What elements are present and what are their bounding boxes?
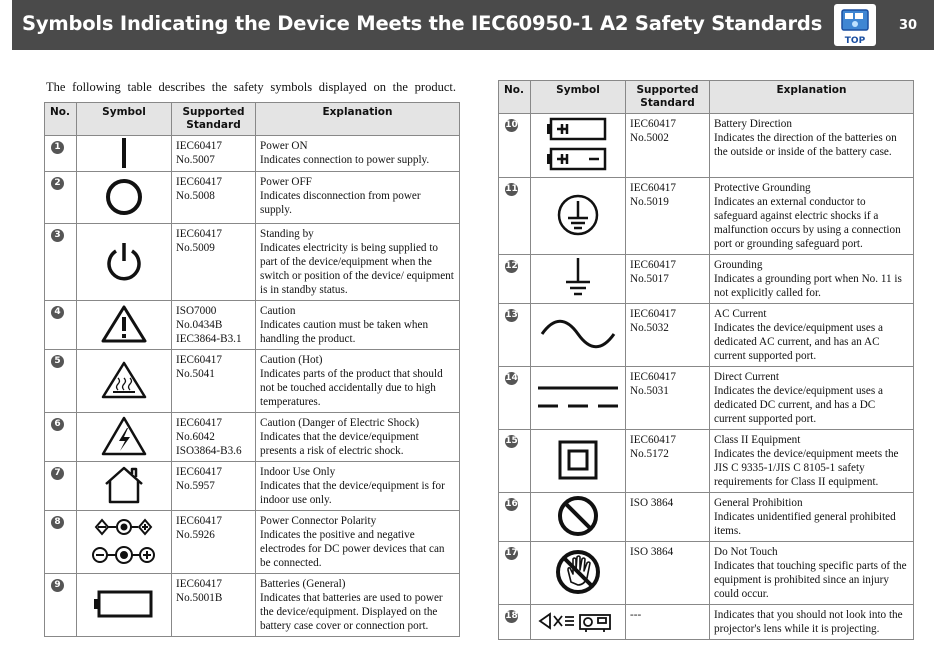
explanation-text: Indicates that batteries are used to power the device/equipment. Displayed on the battery case cover or connection port. [260, 592, 443, 632]
table-row [499, 605, 914, 640]
standard-cell [626, 430, 710, 493]
row-number-badge: 1 [51, 141, 64, 154]
explanation-cell [710, 542, 914, 605]
explanation-title: Indoor Use Only [260, 466, 336, 478]
explanation-title: Standing by [260, 228, 314, 240]
standard-cell [172, 462, 256, 511]
col-explanation-header: Explanation [710, 81, 914, 114]
standard-line: No.6042 [176, 431, 215, 443]
symbol-cell [531, 493, 626, 542]
explanation-text: Indicates disconnection from power supply. [260, 190, 421, 216]
symbol-cell [531, 542, 626, 605]
explanation-text: Indicates the direction of the batteries on the outside or inside of the battery case. [714, 132, 897, 158]
row-number [499, 114, 531, 178]
table-row [45, 172, 460, 224]
row-number-badge: 15 [505, 436, 518, 446]
standard-line: IEC3864-B3.1 [176, 333, 242, 345]
standard-cell [172, 413, 256, 462]
row-number-badge: 13 [505, 310, 518, 320]
explanation-cell [710, 178, 914, 255]
table-header-row [499, 81, 914, 114]
protective-ground-icon [531, 178, 625, 252]
standard-line: IEC60417 [630, 118, 676, 130]
row-number [499, 605, 531, 640]
indoor-use-icon [77, 462, 171, 508]
standard-line: No.5041 [176, 368, 215, 380]
explanation-cell [256, 301, 460, 350]
caution-icon [77, 301, 171, 347]
explanation-cell [710, 367, 914, 430]
explanation-title: Battery Direction [714, 118, 792, 130]
table-row [45, 136, 460, 172]
explanation-text: Indicates that the device/equipment presents a risk of electric shock. [260, 431, 419, 457]
page-title: Symbols Indicating the Device Meets the IEC60950-1 A2 Safety Standards [22, 12, 823, 35]
standard-line: No.5009 [176, 242, 215, 254]
standard-cell [172, 224, 256, 301]
standard-line: ISO 3864 [630, 497, 674, 509]
explanation-text: Indicates the device/equipment meets the JIS C 9335-1/JIS C 8105-1 safety requirements for Class II equipment. [714, 448, 899, 488]
row-number [45, 350, 77, 413]
row-number-badge: 7 [51, 467, 64, 480]
standard-line: No.5001B [176, 592, 223, 604]
hot-surface-icon [77, 350, 171, 410]
col-standard-header: Supported Standard [172, 103, 256, 136]
explanation-text: Indicates the device/equipment uses a dedicated AC current, and has an AC current supported port. [714, 322, 883, 362]
row-number-badge: 18 [505, 611, 518, 621]
standard-line: ISO3864-B3.6 [176, 445, 242, 457]
standard-line: IEC60417 [630, 434, 676, 446]
explanation-cell [710, 430, 914, 493]
explanation-text: Indicates that you should not look into the projector's lens while it is projecting. [714, 609, 903, 635]
standard-line: IEC60417 [176, 578, 222, 590]
col-no-header: No. [499, 81, 531, 114]
standard-cell [626, 255, 710, 304]
table-row [499, 430, 914, 493]
col-symbol-header: Symbol [77, 103, 172, 136]
symbol-cell [531, 114, 626, 178]
explanation-text: Indicates electricity is being supplied to part of the device/equipment when the switch or position of the device/ equipment is in standby status. [260, 242, 454, 296]
table-row [45, 224, 460, 301]
row-number-badge: 2 [51, 177, 64, 190]
row-number-badge: 12 [505, 261, 518, 271]
symbol-cell [531, 304, 626, 367]
explanation-text: Indicates that touching specific parts of the equipment is prohibited since an injury could occur. [714, 560, 907, 600]
symbol-cell [77, 413, 172, 462]
standard-line: No.5957 [176, 480, 215, 492]
explanation-cell [256, 136, 460, 172]
table-row [499, 304, 914, 367]
standard-cell [172, 301, 256, 350]
explanation-title: Do Not Touch [714, 546, 778, 558]
standby-icon [77, 224, 171, 298]
standard-line: IEC60417 [630, 371, 676, 383]
do-not-look-icon [531, 605, 625, 637]
class-two-icon [531, 430, 625, 490]
explanation-title: Caution (Hot) [260, 354, 323, 366]
row-number [45, 172, 77, 224]
explanation-cell [710, 605, 914, 640]
table-row [499, 114, 914, 178]
standard-line: No.5031 [630, 385, 669, 397]
explanation-title: Grounding [714, 259, 763, 271]
explanation-cell [256, 574, 460, 637]
standard-line: ISO7000 [176, 305, 217, 317]
explanation-cell [710, 255, 914, 304]
projector-icon [836, 6, 874, 34]
row-number [499, 367, 531, 430]
row-number [499, 542, 531, 605]
row-number-badge: 17 [505, 548, 518, 558]
standard-line: IEC60417 [630, 259, 676, 271]
symbol-cell [77, 462, 172, 511]
row-number-badge: 11 [505, 184, 518, 194]
standard-cell [172, 511, 256, 574]
explanation-title: Class II Equipment [714, 434, 801, 446]
top-button[interactable] [834, 4, 876, 46]
table-row [499, 178, 914, 255]
battery-icon [77, 574, 171, 634]
row-number [499, 255, 531, 304]
row-number [499, 493, 531, 542]
standard-line: No.5007 [176, 154, 215, 166]
col-symbol-header: Symbol [531, 81, 626, 114]
symbol-cell [77, 172, 172, 224]
standard-line: No.5017 [630, 273, 669, 285]
row-number [499, 430, 531, 493]
standard-line: IEC60417 [176, 140, 222, 152]
table-row [45, 574, 460, 637]
explanation-title: Caution (Danger of Electric Shock) [260, 417, 420, 429]
ac-current-icon [531, 304, 625, 364]
connector-polarity-icon [77, 511, 171, 571]
standard-cell [172, 574, 256, 637]
row-number-badge: 6 [51, 418, 64, 431]
standard-line: No.0434B [176, 319, 223, 331]
col-standard-header: Supported Standard [626, 81, 710, 114]
explanation-cell [710, 304, 914, 367]
standard-line: No.5032 [630, 322, 669, 334]
table-row [499, 255, 914, 304]
standard-line: --- [630, 609, 642, 621]
standard-line: IEC60417 [630, 308, 676, 320]
standard-cell [172, 136, 256, 172]
standard-line: IEC60417 [630, 182, 676, 194]
standard-cell [626, 178, 710, 255]
standard-cell [626, 304, 710, 367]
explanation-text: Indicates that the device/equipment is for indoor use only. [260, 480, 445, 506]
symbol-cell [77, 136, 172, 172]
row-number-badge: 14 [505, 373, 518, 383]
explanation-cell [256, 413, 460, 462]
explanation-text: Indicates an external conductor to safeguard against electric shocks if a malfunction occurs by using a connection port or grounding safeguard port. [714, 196, 901, 250]
page-number: 30 [899, 18, 918, 33]
power-on-icon [77, 136, 171, 170]
row-number [45, 301, 77, 350]
row-number [45, 511, 77, 574]
symbols-table-right [498, 80, 914, 640]
table-row [45, 462, 460, 511]
table-row [45, 413, 460, 462]
standard-line: No.5002 [630, 132, 669, 144]
col-no-header: No. [45, 103, 77, 136]
explanation-cell [710, 114, 914, 178]
row-number-badge: 10 [505, 120, 518, 130]
table-row [499, 493, 914, 542]
symbol-cell [531, 430, 626, 493]
explanation-title: Protective Grounding [714, 182, 811, 194]
row-number [499, 178, 531, 255]
row-number-badge: 5 [51, 355, 64, 368]
explanation-title: Caution [260, 305, 296, 317]
power-off-icon [77, 172, 171, 222]
symbol-cell [77, 574, 172, 637]
do-not-touch-icon [531, 542, 625, 602]
row-number [45, 136, 77, 172]
explanation-title: Power Connector Polarity [260, 515, 377, 527]
explanation-title: Power OFF [260, 176, 312, 188]
electric-shock-icon [77, 413, 171, 459]
symbol-cell [531, 178, 626, 255]
table-row [45, 511, 460, 574]
explanation-text: Indicates parts of the product that should not be touched accidentally due to high temperatures. [260, 368, 443, 408]
row-number-badge: 8 [51, 516, 64, 529]
explanation-cell [256, 350, 460, 413]
symbol-cell [531, 255, 626, 304]
standard-line: No.5172 [630, 448, 669, 460]
page-header [12, 0, 934, 50]
explanation-title: AC Current [714, 308, 767, 320]
explanation-text: Indicates a grounding port when No. 11 is not explicitly called for. [714, 273, 902, 299]
row-number [45, 413, 77, 462]
explanation-cell [256, 224, 460, 301]
standard-cell [172, 172, 256, 224]
ground-icon [531, 255, 625, 301]
dc-current-icon [531, 367, 625, 427]
standard-line: IEC60417 [176, 515, 222, 527]
standard-cell [626, 542, 710, 605]
explanation-title: Batteries (General) [260, 578, 346, 590]
row-number-badge: 16 [505, 499, 518, 509]
row-number [45, 462, 77, 511]
battery-direction-icon [531, 114, 625, 176]
explanation-cell [256, 511, 460, 574]
symbol-cell [77, 511, 172, 574]
row-number [45, 224, 77, 301]
explanation-cell [256, 172, 460, 224]
standard-line: No.5926 [176, 529, 215, 541]
standard-line: No.5019 [630, 196, 669, 208]
standard-line: IEC60417 [176, 354, 222, 366]
explanation-cell [256, 462, 460, 511]
standard-line: ISO 3864 [630, 546, 674, 558]
table-header-row [45, 103, 460, 136]
col-explanation-header: Explanation [256, 103, 460, 136]
table-row [499, 542, 914, 605]
standard-cell [172, 350, 256, 413]
explanation-cell [710, 493, 914, 542]
symbol-cell [531, 605, 626, 640]
standard-line: IEC60417 [176, 228, 222, 240]
table-row [45, 301, 460, 350]
intro-text: The following table describes the safety symbols displayed on the product. [46, 80, 456, 94]
row-number-badge: 9 [51, 579, 64, 592]
explanation-text: Indicates caution must be taken when handling the product. [260, 319, 429, 345]
explanation-title: Direct Current [714, 371, 779, 383]
standard-line: IEC60417 [176, 176, 222, 188]
explanation-title: General Prohibition [714, 497, 803, 509]
standard-cell [626, 605, 710, 640]
explanation-title: Power ON [260, 140, 308, 152]
prohibition-icon [531, 493, 625, 539]
symbol-cell [77, 350, 172, 413]
row-number [45, 574, 77, 637]
explanation-text: Indicates unidentified general prohibited items. [714, 511, 896, 537]
table-row [45, 350, 460, 413]
symbol-cell [531, 367, 626, 430]
symbol-cell [77, 224, 172, 301]
row-number-badge: 4 [51, 306, 64, 319]
row-number [499, 304, 531, 367]
symbols-table-left [44, 102, 460, 637]
explanation-text: Indicates the positive and negative electrodes for DC power devices that can be connected. [260, 529, 445, 569]
explanation-text: Indicates connection to power supply. [260, 154, 430, 166]
standard-line: No.5008 [176, 190, 215, 202]
top-label: TOP [844, 36, 866, 46]
table-row [499, 367, 914, 430]
standard-cell [626, 114, 710, 178]
standard-cell [626, 367, 710, 430]
standard-line: IEC60417 [176, 466, 222, 478]
symbol-cell [77, 301, 172, 350]
explanation-text: Indicates the device/equipment uses a dedicated DC current, and has a DC current supported port. [714, 385, 883, 425]
row-number-badge: 3 [51, 229, 64, 242]
standard-cell [626, 493, 710, 542]
standard-line: IEC60417 [176, 417, 222, 429]
